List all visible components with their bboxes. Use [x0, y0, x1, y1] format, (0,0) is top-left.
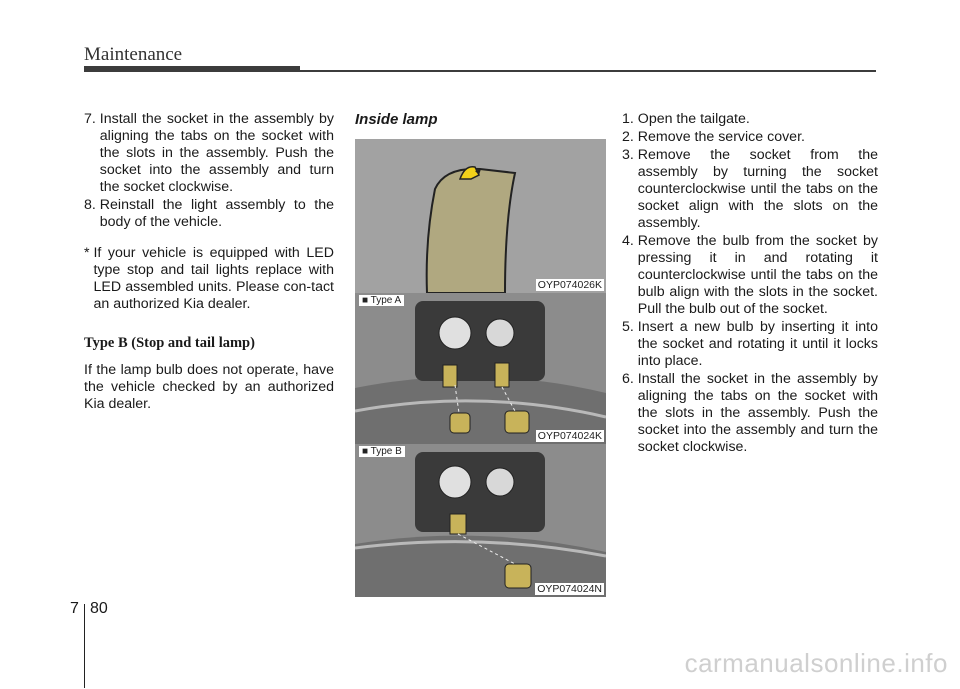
figure-code: OYP074024K — [537, 430, 602, 442]
step-item — [622, 319, 878, 370]
step-number: 8. — [84, 197, 100, 213]
step-text: Install the socket in the assembly by aligning the tabs on the socket with the slots in the assembly. Push the socket into the assembly and turn the socket clockwise. — [99, 111, 334, 195]
step-text: Open the tailgate. — [637, 111, 750, 127]
step-text: Remove the socket from the assembly by turning the socket counterclockwise until the tabs on the socket align with the slots on the assembly. — [637, 147, 878, 231]
page-header-title: Maintenance — [84, 44, 183, 65]
step-text: Insert a new bulb by inserting it into the socket and rotating it until it locks into place. — [637, 319, 878, 369]
step-text: Install the socket in the assembly by aligning the tabs on the socket with the slots in the assembly. Push the socket into the assembly and turn the socket clockwise. — [637, 371, 878, 455]
figure-service-cover — [355, 139, 606, 293]
section-number: 7 — [70, 600, 79, 617]
type-b-paragraph: If the lamp bulb does not operate, have the vehicle checked by an authorized Kia dealer. — [84, 362, 334, 412]
step-number: 6. — [622, 371, 638, 387]
figure-type-label: ■ Type B — [359, 446, 405, 457]
step-text: Remove the service cover. — [637, 129, 805, 145]
service-cover-illustration — [355, 139, 606, 293]
figure-code: OYP074026K — [537, 279, 602, 291]
header-rule — [84, 70, 876, 72]
figure-type-label: ■ Type A — [359, 295, 404, 306]
step-item — [622, 371, 878, 456]
step-text: Remove the bulb from the socket by pressing it in and rotating it counterclockwise until the tabs on the bulb align with the slots in the socket. Pull the bulb out of the socket. — [637, 233, 878, 317]
step-item — [622, 147, 878, 232]
figure-type-b — [355, 444, 606, 597]
step-item — [622, 233, 878, 318]
figure-code: OYP074024N — [537, 583, 602, 595]
step-number: 2. — [622, 129, 638, 145]
page-number: 80 — [90, 600, 108, 617]
step-number: 7. — [84, 111, 100, 127]
step-item — [622, 111, 878, 128]
watermark-text: carmanualsonline.info — [684, 648, 948, 678]
figure-type-a — [355, 293, 606, 444]
step-item — [84, 111, 334, 196]
type-b-heading: Type B (Stop and tail lamp) — [84, 335, 255, 351]
right-column — [622, 111, 878, 457]
step-number: 1. — [622, 111, 638, 127]
note-text: If your vehicle is equipped with LED type stop and tail lights replace with LED assembled units. Please con-tact an authorized Kia dealer. — [93, 245, 334, 312]
left-column — [84, 111, 334, 413]
footer-divider — [84, 604, 85, 688]
step-item — [84, 197, 334, 231]
led-note — [84, 245, 334, 313]
step-number: 5. — [622, 319, 638, 335]
note-asterisk: * — [84, 245, 94, 261]
step-item — [622, 129, 878, 146]
step-number: 4. — [622, 233, 638, 249]
step-number: 3. — [622, 147, 638, 163]
step-text: Reinstall the light assembly to the body of the vehicle. — [99, 197, 334, 230]
type-a-bulb-illustration — [355, 293, 606, 444]
inside-lamp-heading: Inside lamp — [355, 111, 438, 128]
type-b-bulb-illustration — [355, 444, 606, 597]
